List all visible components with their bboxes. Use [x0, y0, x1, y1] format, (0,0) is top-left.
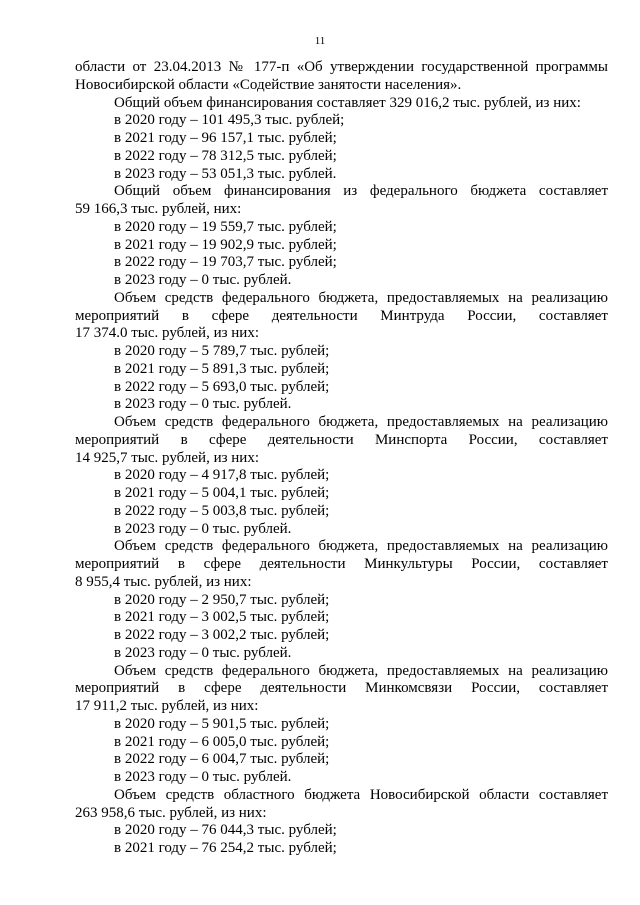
text-line: в 2021 году – 3 002,5 тыс. рублей;: [114, 609, 330, 626]
text-line: в 2020 году – 2 950,7 тыс. рублей;: [114, 591, 330, 608]
text-line: в 2021 году – 19 902,9 тыс. рублей;: [114, 236, 337, 253]
text-line: Объем средств федерального бюджета, предоставляемых на реализацию: [114, 414, 608, 430]
text-line: в 2022 году – 5 693,0 тыс. рублей;: [114, 378, 330, 395]
text-line: в 2023 году – 0 тыс. рублей.: [114, 520, 292, 537]
text-line: в 2023 году – 0 тыс. рублей.: [114, 396, 292, 413]
text-line: в 2021 году – 96 157,1 тыс. рублей;: [114, 130, 337, 146]
text-line: в 2020 году – 76 044,3 тыс. рублей;: [114, 822, 337, 839]
text-line: Объем средств федерального бюджета, предоставляемых на реализацию: [114, 289, 608, 306]
text-line: в 2021 году – 6 005,0 тыс. рублей;: [114, 733, 330, 750]
text-line: в 2021 году – 5 891,3 тыс. рублей;: [114, 360, 330, 377]
text-line: 17 911,2 тыс. рублей, из них:: [75, 698, 259, 714]
text-line: в 2023 году – 0 тыс. рублей.: [114, 769, 292, 785]
text-line: в 2022 году – 3 002,2 тыс. рублей;: [114, 627, 330, 643]
text-line: в 2020 году – 5 901,5 тыс. рублей;: [114, 715, 330, 732]
text-line: в 2021 году – 5 004,1 тыс. рублей;: [114, 485, 330, 501]
text-line: Объем средств областного бюджета Новосибирской области составляет: [114, 786, 608, 803]
text-line: 17 374.0 тыс. рублей, из них:: [75, 325, 259, 342]
text-line: в 2020 году – 5 789,7 тыс. рублей;: [114, 343, 330, 359]
text-line: в 2021 году – 76 254,2 тыс. рублей;: [114, 840, 337, 856]
text-line: 14 925,7 тыс. рублей, из них:: [75, 449, 259, 466]
text-line: Новосибирской области «Содействие занятости населения».: [75, 76, 462, 93]
text-line: в 2020 году – 19 559,7 тыс. рублей;: [114, 218, 337, 235]
page-number: 11: [314, 35, 326, 47]
text-line: в 2020 году – 4 917,8 тыс. рублей;: [114, 467, 330, 484]
text-line: области от 23.04.2013 № 177-п «Об утверждении государственной программы: [75, 59, 608, 75]
text-line: 59 166,3 тыс. рублей, них:: [75, 201, 242, 217]
text-line: мероприятий в сфере деятельности Минтруда России, составляет: [75, 307, 608, 324]
text-line: Общий объем финансирования составляет 329 016,2 тыс. рублей, из них:: [114, 94, 581, 111]
text-line: мероприятий в сфере деятельности Минспорта России, составляет: [75, 431, 608, 448]
text-line: 263 958,6 тыс. рублей, из них:: [75, 804, 267, 821]
text-line: в 2022 году – 6 004,7 тыс. рублей;: [114, 751, 330, 768]
text-line: в 2022 году – 19 703,7 тыс. рублей;: [114, 254, 337, 271]
text-line: Объем средств федерального бюджета, предоставляемых на реализацию: [114, 538, 608, 555]
text-line: в 2022 году – 78 312,5 тыс. рублей;: [114, 147, 337, 164]
text-line: Общий объем финансирования из федерального бюджета составляет: [114, 183, 608, 200]
text-line: в 2023 году – 0 тыс. рублей.: [114, 644, 292, 661]
text-line: Объем средств федерального бюджета, предоставляемых на реализацию: [114, 662, 608, 679]
text-line: в 2020 году – 101 495,3 тыс. рублей;: [114, 112, 345, 129]
text-line: мероприятий в сфере деятельности Минкомсвязи России, составляет: [75, 680, 608, 697]
text-line: 8 955,4 тыс. рублей, из них:: [75, 573, 252, 590]
text-line: мероприятий в сфере деятельности Минкультуры России, составляет: [75, 556, 608, 572]
text-line: в 2023 году – 53 051,3 тыс. рублей.: [114, 165, 337, 182]
text-line: в 2023 году – 0 тыс. рублей.: [114, 272, 292, 288]
text-line: в 2022 году – 5 003,8 тыс. рублей;: [114, 502, 330, 519]
document-body: [75, 59, 608, 858]
